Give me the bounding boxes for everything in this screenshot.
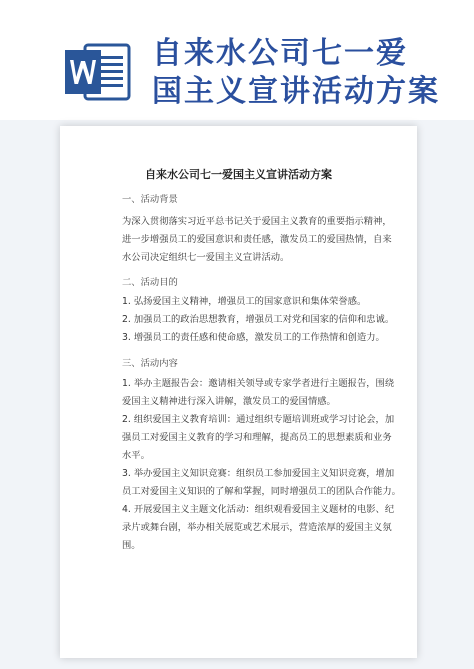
paragraph-line: 4. 开展爱国主义主题文化活动：组织观看爱国主义题材的电影、纪: [122, 504, 395, 515]
word-document-icon: [63, 39, 133, 105]
paragraph-line: 水平。: [122, 450, 150, 461]
paragraph-line: 爱国主义精神进行深入讲解，激发员工的爱国情感。: [122, 396, 336, 407]
paragraph-line: 围。: [122, 540, 141, 551]
paragraph-line: 员工对爱国主义知识的了解和掌握，同时增强员工的团队合作能力。: [122, 486, 401, 497]
paragraph-line: 水公司决定组织七一爱国主义宣讲活动。: [122, 252, 290, 263]
list-item: 2. 加强员工的政治思想教育，增强员工对党和国家的信仰和忠诚。: [122, 314, 395, 325]
banner-title-line-1: 自来水公司七一爱: [152, 36, 408, 71]
paragraph-line: 为深入贯彻落实习近平总书记关于爱国主义教育的重要指示精神，: [122, 216, 392, 227]
banner-title-line-2: 国主义宣讲活动方案: [152, 74, 440, 109]
paragraph-line: 1. 举办主题报告会：邀请相关领导或专家学者进行主题报告，围绕: [122, 378, 395, 389]
paragraph-line: 3. 举办爱国主义知识竞赛：组织员工参加爱国主义知识竞赛，增加: [122, 468, 395, 479]
paragraph-line: 录片或舞台剧，举办相关展览或艺术展示，营造浓厚的爱国主义氛: [122, 522, 392, 533]
list-item: 3. 增强员工的责任感和使命感，激发员工的工作热情和创造力。: [122, 332, 385, 343]
document-title: 自来水公司七一爱国主义宣讲活动方案: [145, 168, 332, 181]
document-page: [60, 126, 417, 658]
section-heading-background: 一、活动背景: [122, 194, 178, 205]
list-item: 1. 弘扬爱国主义精神，增强员工的国家意识和集体荣誉感。: [122, 296, 367, 307]
banner: [0, 0, 474, 120]
paragraph-line: 2. 组织爱国主义教育培训：通过组织专题培训班或学习讨论会，加: [122, 414, 395, 425]
paragraph-line: 强员工对爱国主义教育的学习和理解，提高员工的思想素质和业务: [122, 432, 392, 443]
section-heading-content: 三、活动内容: [122, 358, 178, 369]
section-heading-purpose: 二、活动目的: [122, 277, 178, 288]
paragraph-line: 进一步增强员工的爱国意识和责任感，激发员工的爱国热情，自来: [122, 234, 392, 245]
